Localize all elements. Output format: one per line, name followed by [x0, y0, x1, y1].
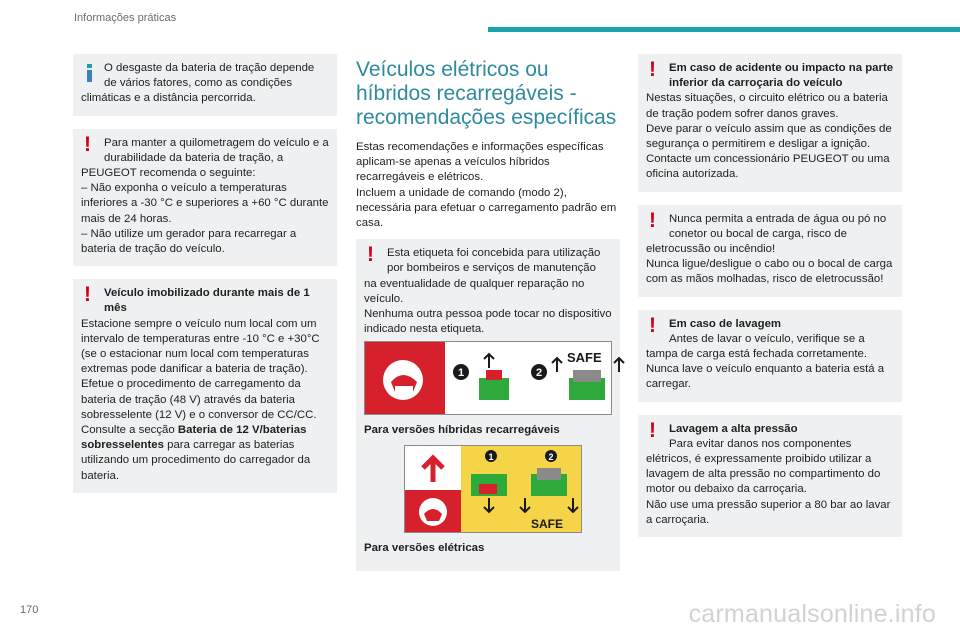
column-2: [356, 54, 620, 584]
warning-box-high-pressure: [638, 415, 902, 537]
warning-box-text: Estacione sempre o veículo num local com um intervalo de temperaturas entre -10 °C e +30°C (se o estacionar num local com temperaturas extremas pode danificar a bateria de tração). Efetue o procedimento de carregamento da bateria de tração (48 V) através da bateria sobresselente (12 V) e o conversor de CC/CC.: [81, 317, 320, 421]
arrow-up-red-icon: [405, 446, 461, 490]
warning-box-immobilized: [73, 279, 337, 493]
safe-label-text: SAFE: [531, 516, 564, 531]
warning-icon: !: [649, 418, 656, 442]
warning-icon: !: [84, 283, 91, 307]
safe-label-text: SAFE: [567, 350, 602, 366]
firefighter-helmet-panel: [405, 490, 461, 532]
safety-diagram-electric: [463, 446, 581, 532]
header-accent-bar: [488, 27, 960, 32]
warning-box-text: Nestas situações, o circuito elétrico ou a bateria de tração podem sofrer danos graves. Deve parar o veículo assim que as condições de segurança o permitirem e desligar a ignição. Contacte um concessionário PEUGEOT ou uma oficina autorizada.: [646, 92, 892, 181]
warning-box-accident: [638, 54, 902, 192]
step-number-2: 2: [535, 367, 543, 380]
safety-diagram-hybrid: [449, 348, 627, 410]
caption-hybrid: Para versões híbridas recarregáveis: [364, 424, 560, 437]
caption-electric: Para versões elétricas: [364, 541, 485, 554]
page-number: 170: [20, 604, 39, 616]
warning-box-heading: Em caso de lavagem: [669, 317, 782, 330]
warning-box-text: PEUGEOT recomenda o seguinte: – Não exponha o veículo a temperaturas inferiores a -30 °C e superiores a +60 °C durante mais de 24 horas. – Não utilize um gerador para recarregar a bateria de tração do veículo.: [81, 167, 329, 256]
warning-box-water-dust: [638, 205, 902, 297]
section-title: Veículos elétricos ou híbridos recarregáveis - recomendações específicas: [356, 58, 617, 129]
warning-icon: !: [84, 132, 91, 156]
warning-box-lead: Antes de lavar o veículo, verifique se a: [669, 332, 865, 345]
step-number-2: 2: [548, 451, 554, 462]
step-number-1: 1: [488, 451, 494, 462]
warning-box-lead: Para manter a quilometragem do veículo e a durabilidade da bateria de tração, a: [104, 136, 329, 164]
warning-box-text: elétricos, é expressamente proibido utilizar a lavagem de alta pressão no compartimento do motor ou debaixo da carroçaria. Não use uma pressão superior a 80 bar ao lavar a carroçaria.: [646, 453, 891, 526]
warning-box-heading: Veículo imobilizado durante mais de 1 mês: [104, 287, 310, 315]
warning-box-heading: Em caso de acidente ou impacto na parte inferior da carroçaria do veículo: [669, 62, 894, 90]
header-section-title: Informações práticas: [74, 12, 177, 24]
warning-icon: !: [649, 313, 656, 337]
warning-box-text: na eventualidade de qualquer reparação no veículo. Nenhuma outra pessoa pode tocar no dispositivo indicado nesta etiqueta.: [364, 277, 612, 336]
warning-box-text: eletrocussão ou incêndio! Nunca ligue/desligue o cabo ou o bocal de carga com as mãos molhadas, risco de eletrocussão!: [646, 243, 893, 286]
section-intro: Estas recomendações e informações específicas aplicam-se apenas a veículos híbridos recarregáveis e elétricos. Incluem a unidade de comando (modo 2), necessária para efetuar o carregamento padrão em casa.: [356, 141, 617, 230]
warning-box-heading: Lavagem a alta pressão: [669, 422, 798, 435]
warning-box-reference: Consulte a secção Bateria de 12 V/baterias sobresselentes para carregar as baterias utilizando um procedimento do carregador da bateria.: [81, 424, 311, 482]
warning-box-safety-label: [356, 239, 620, 571]
safety-label-electric-image: [404, 445, 582, 533]
info-icon: [87, 64, 93, 82]
warning-box-washing: [638, 310, 902, 402]
safety-label-hybrid-image: [364, 341, 612, 415]
arrow-down-icon: [520, 498, 530, 512]
reference-link-text: Bateria de 12 V/baterias sobresselentes: [81, 424, 307, 452]
info-box-battery-wear: [73, 54, 337, 116]
warning-box-lead: Nunca permita a entrada de água ou pó no conetor ou bocal de carga, risco de: [669, 212, 887, 240]
warning-icon: !: [649, 208, 656, 232]
arrow-up-icon: [484, 354, 494, 368]
arrow-up-icon: [552, 358, 562, 372]
column-1: [73, 54, 337, 506]
step-number-1: 1: [457, 367, 465, 380]
arrow-up-icon: [614, 358, 624, 372]
warning-icon: !: [649, 58, 656, 81]
warning-box-battery-durability: [73, 129, 337, 267]
column-3: [638, 54, 902, 550]
warning-icon: !: [367, 243, 374, 267]
firefighter-helmet-icon: [405, 490, 461, 532]
watermark: carmanualsonline.info: [688, 600, 936, 628]
arrow-panel: [405, 446, 461, 490]
info-box-lead: O desgaste da bateria de tração depende de vários fatores, como as condições: [104, 62, 315, 90]
arrow-down-icon: [484, 498, 494, 512]
firefighter-helmet-panel: [365, 342, 445, 414]
info-box-text: climáticas e a distância percorrida.: [81, 92, 256, 105]
arrow-down-icon: [568, 498, 578, 512]
warning-box-lead: Esta etiqueta foi concebida para utilização por bombeiros e serviços de manutenção: [387, 247, 601, 275]
warning-box-text: tampa de carga está fechada corretamente. Nunca lave o veículo enquanto a bateria está a carregar.: [646, 348, 885, 391]
warning-box-lead: Para evitar danos nos componentes: [669, 437, 852, 450]
firefighter-helmet-icon: [365, 342, 445, 414]
